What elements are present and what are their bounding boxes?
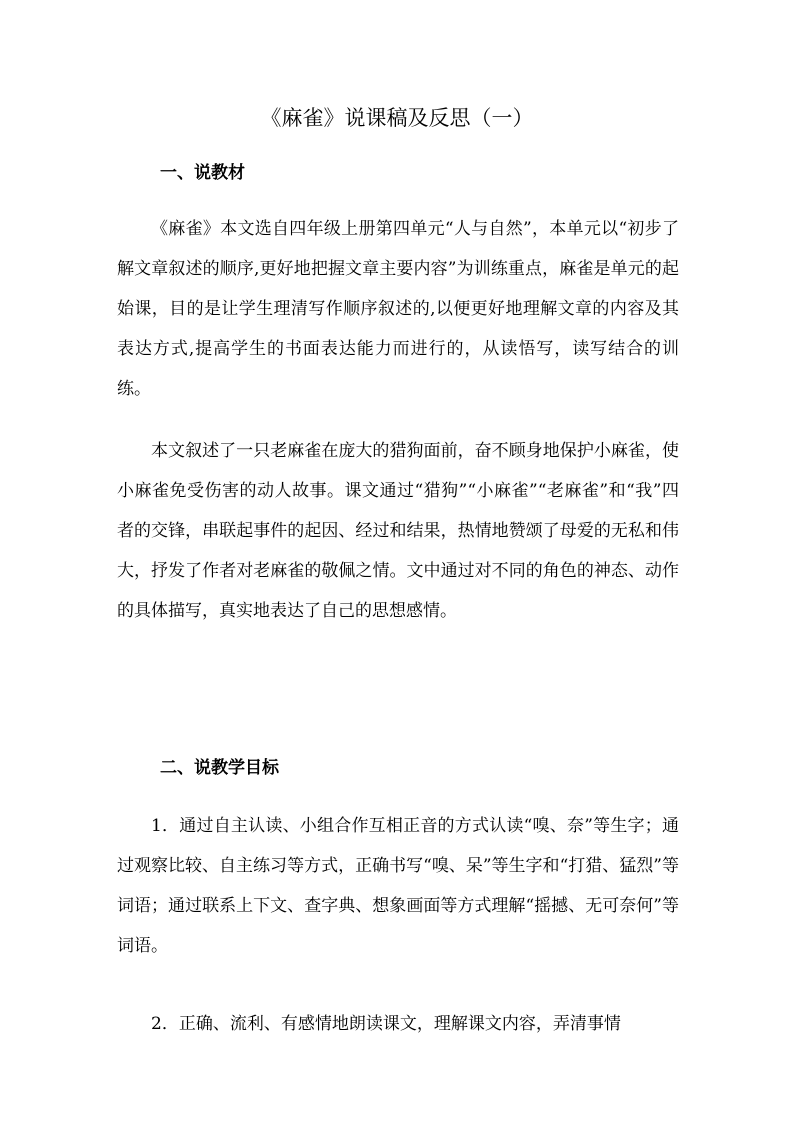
paragraph-story-summary: 本文叙述了一只老麻雀在庞大的猎狗面前，奋不顾身地保护小麻雀，使小麻雀免受伤害的动人故事。课文通过“猎狗”“小麻雀”“老麻雀”和“我”四者的交锋，串联起事件的起因、经过和结果，热情地赞颂了母爱的无私和伟大，抒发了作者对老麻雀的敬佩之情。文中通过对不同的角色的神态、动作的具体描写，真实地表达了自己的思想感情。 [117, 441, 679, 621]
goal-item-2: 2．正确、流利、有感情地朗读课文，理解课文内容，弄清事情 [151, 1014, 621, 1034]
page-title: 《麻雀》说课稿及反思（一） [260, 106, 534, 130]
section-heading-teaching-material: 一、说教材 [160, 163, 245, 183]
section-heading-teaching-goals: 二、说教学目标 [160, 758, 279, 778]
goal-item-1: 1．通过自主认读、小组合作互相正音的方式认读“嗅、奈”等生字；通过观察比较、自主练习等方式，正确书写“嗅、呆”等生字和“打猎、猛烈”等词语；通过联系上下文、查字典、想象画面等方式理解“摇撼、无可奈何”等词语。 [117, 816, 679, 956]
paragraph-material-intro: 《麻雀》本文选自四年级上册第四单元“人与自然”，本单元以“初步了解文章叙述的顺序,更好地把握文章主要内容”为训练重点，麻雀是单元的起始课，目的是让学生理清写作顺序叙述的,以便更好地理解文章的内容及其表达方式,提高学生的书面表达能力而进行的，从读悟写，读写结合的训练。 [117, 219, 679, 399]
